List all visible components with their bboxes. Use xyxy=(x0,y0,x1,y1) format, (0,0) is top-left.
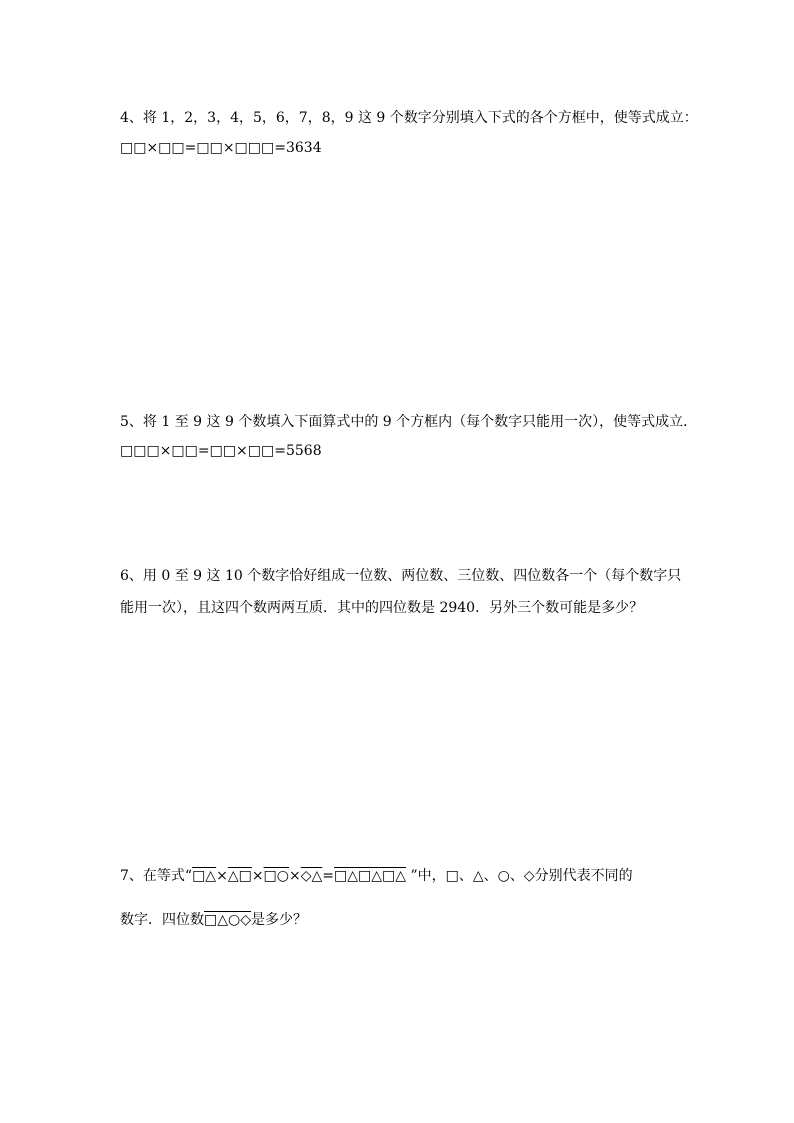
problem-7-line-2-suffix: 是多少？ xyxy=(250,912,307,928)
factor-4: ◇△ xyxy=(300,868,323,884)
problem-7-line-2-prefix: 数字．四位数 xyxy=(120,912,204,928)
times-sign: × xyxy=(216,868,228,884)
product: □△□△□△ xyxy=(334,868,406,884)
problem-7-statement-line-1 xyxy=(120,866,633,886)
problem-5-statement: 5、将 1 至 9 这 9 个数填入下面算式中的 9 个方框内（每个数字只能用一次），使等式成立． xyxy=(120,414,698,430)
problem-5-equation: □□□×□□=□□×□□=5568 xyxy=(120,443,322,459)
problem-6-statement-line-1: 6、用 0 至 9 这 10 个数字恰好组成一位数、两位数、三位数、四位数各一个（每个数字只 xyxy=(120,568,682,584)
times-sign: × xyxy=(251,868,264,884)
factor-1: □△ xyxy=(192,868,217,884)
four-digit-number: □△○◇ xyxy=(204,912,251,928)
times-sign: × xyxy=(289,868,301,884)
problem-7-statement-line-2 xyxy=(120,910,307,930)
factor-2: △□ xyxy=(227,868,252,884)
problem-4-statement: 4、将 1，2，3，4，5，6，7，8，9 这 9 个数字分别填入下式的各个方框中，使等式成立： xyxy=(120,110,698,126)
problem-4-equation: □□×□□=□□×□□□=3634 xyxy=(120,140,322,156)
factor-3: □○ xyxy=(263,868,289,884)
equals-sign: = xyxy=(322,868,335,884)
problem-6-statement-line-2: 能用一次），且这四个数两两互质．其中的四位数是 2940．另外三个数可能是多少？ xyxy=(120,600,644,616)
problem-7-suffix: ”中，□、△、○、◇分别代表不同的 xyxy=(406,868,633,884)
problem-7-prefix: 7、在等式“ xyxy=(120,868,193,884)
